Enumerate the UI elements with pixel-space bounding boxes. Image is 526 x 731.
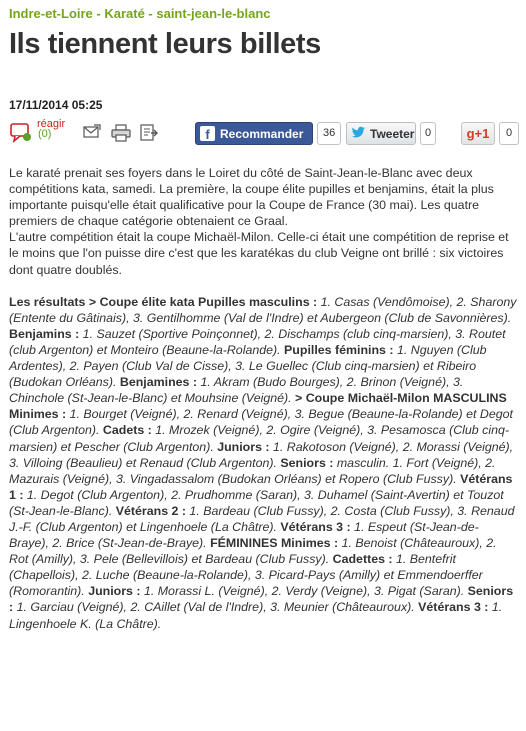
tweet-count: 0 <box>420 122 436 145</box>
result-heading: Pupilles féminins : <box>284 342 394 357</box>
result-heading: Vétérans 3 : <box>280 519 351 534</box>
result-text: 1. Bentefrit (Chapellois), 2. Luche (Beaune-la-Rolande), 3. Picard-Pays (Amilly) et Emmendoerffer (Romorantin). <box>9 552 483 599</box>
intro-paragraph: Le karaté prenait ses foyers dans le Loiret du côté de Saint-Jean-le-Blanc avec deux compétitions kata, samedi. La première, la coupe élite pupilles et benjamins, était la plus importante puisqu'elle était qualificative pour la Coupe de France (30 mai). Les quatre premiers de chaque catégorie obtenaient ce Graal. <box>9 166 494 229</box>
page-title: Ils tiennent leurs billets <box>9 28 321 60</box>
result-text: 1. Bardeau (Club Fussy), 2. Costa (Club Fussy), 3. Renaud J.-F. (Club Argenton) et Lingenhoele (La Châtre). <box>9 503 515 534</box>
result-heading: Les résultats > Coupe élite kata Pupilles masculins : <box>9 294 318 309</box>
result-text: masculin. 1. Fort (Veigné), 2. Mazurais (Veigné), 3. Vingadassalom (Budokan Orléans) et Ropero (Club Fussy). <box>9 455 496 486</box>
react-link[interactable]: réagir <box>37 118 66 130</box>
article-page <box>0 6 526 731</box>
results-paragraph <box>9 294 517 632</box>
paragraph-spacer <box>9 278 517 294</box>
google-plus-button[interactable]: g+1 <box>461 122 495 145</box>
result-text: 1. Nguyen (Club Ardentes), 2. Payen (Club Val de Cisse), 3. Le Guellec (Club cinq-marsien) et Ribeiro (Budokan Orléans). <box>9 342 487 390</box>
result-text: 1. Bourget (Veigné), 2. Renard (Veigné), 3. Begue (Beaune-la-Rolande) et Degot (Club Argenton). <box>9 407 513 438</box>
google-plus-count: 0 <box>499 122 519 145</box>
result-heading: Benjamins : <box>9 326 80 341</box>
print-icon[interactable] <box>111 124 131 147</box>
facebook-count: 36 <box>317 122 341 145</box>
facebook-recommend-button[interactable] <box>195 122 313 145</box>
article-body <box>9 165 517 632</box>
result-heading: Juniors : <box>88 584 141 599</box>
publish-timestamp: 17/11/2014 05:25 <box>9 98 103 112</box>
result-text: 1. Espeut (St-Jean-de-Braye), 2. Brice (St-Jean-de-Braye). <box>9 519 479 551</box>
facebook-icon: f <box>200 126 215 141</box>
breadcrumb[interactable]: Indre-et-Loire - Karaté - saint-jean-le-blanc <box>9 6 271 21</box>
tweet-button[interactable] <box>346 122 416 145</box>
result-heading: > Coupe Michaël-Milon MASCULINS Minimes : <box>9 391 507 422</box>
twitter-bird-icon <box>352 126 366 141</box>
intro-paragraph: L'autre compétition était la coupe Michaël-Milon. Celle-ci était une compétition de reprise et le moins que l'on puisse dire c'est que les karatékas du club Veigne ont brillé : six victoires dont quatre doublés. <box>9 230 509 277</box>
result-text: 1. Mrozek (Veigné), 2. Ogire (Veigné), 3. Pesamosca (Club cinq-marsien) et Pescher (Club Argenton). <box>9 423 509 454</box>
result-text: 1. Benoist (Châteauroux), 2. Rot (Amilly), 3. Pele (Bellevillois) et Bardeau (Club Fussy). <box>9 536 497 567</box>
result-text: 1. Akram (Budo Bourges), 2. Brinon (Veigné), 3. Chinchole (St-Jean-le-Blanc) et Mouhsine (Veigné). <box>9 375 464 406</box>
mail-icon[interactable] <box>83 124 101 145</box>
result-heading: Cadettes : <box>332 552 393 567</box>
react-count: (0) <box>38 128 52 140</box>
result-heading: Juniors : <box>217 439 270 454</box>
result-heading: Benjamines : <box>119 375 198 390</box>
result-heading: Vétérans 3 : <box>418 600 489 615</box>
result-heading: Vétérans 1 : <box>9 471 513 502</box>
result-text: 1. Degot (Club Argenton), 2. Prudhomme (Saran), 3. Duhamel (Saint-Avertin) et Touzot (St-Jean-le-Blanc). <box>9 487 504 518</box>
share-toolbar <box>9 119 517 153</box>
result-text: 1. Lingenhoele K. (La Châtre). <box>9 600 503 631</box>
tweet-label: Tweeter <box>370 126 415 141</box>
result-heading: Seniors : <box>9 584 514 615</box>
result-text: 1. Rakotoson (Veigné), 2. Morassi (Veigné), 3. Villoing (Beaulieu) et Renaud (Club Argenton). <box>9 439 514 470</box>
result-text: 1. Garciau (Veigné), 2. CAillet (Val de l'Indre), 3. Meunier (Châteauroux). <box>13 600 419 615</box>
facebook-recommend-label: Recommander <box>220 126 304 141</box>
result-heading: Cadets : <box>102 423 152 438</box>
result-text: 1. Sauzet (Sportive Poinçonnet), 2. Dischamps (club cinq-marsien), 3. Routet (club Argenton) et Monteiro (Beaune-la-Rolande). <box>9 326 506 357</box>
result-heading: Vétérans 2 : <box>115 503 186 518</box>
comment-icon[interactable] <box>10 122 36 146</box>
result-text: 1. Casas (Vendômoise), 2. Sharony (Entente du Gâtinais), 3. Gentilhomme (Val de l'Indre) et Aubergeon (Club de Savonnières). <box>9 294 517 325</box>
share-icon[interactable] <box>140 124 158 147</box>
result-heading: Seniors : <box>280 455 334 470</box>
result-heading: FÉMININES Minimes : <box>210 536 339 551</box>
result-text: 1. Morassi L. (Veigné), 2. Verdy (Veigne), 3. Pigat (Saran). <box>140 584 468 599</box>
